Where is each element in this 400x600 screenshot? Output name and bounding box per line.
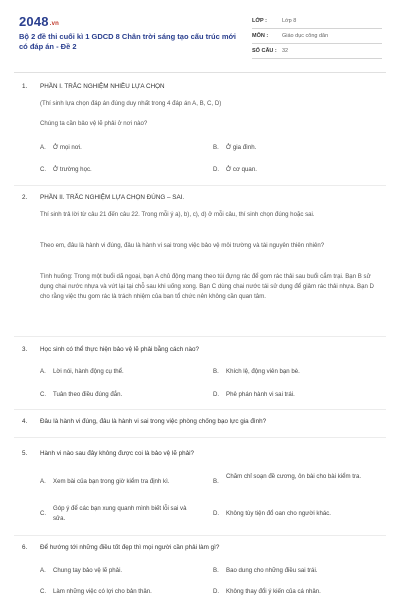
option-text: Chăm chỉ soạn đề cương, ôn bài cho bài kiểm tra. — [226, 473, 362, 480]
option-text: Ở cơ quan. — [226, 166, 257, 173]
section-heading: PHẦN I. TRẮC NGHIỆM NHIỀU LỰA CHỌN — [40, 83, 165, 90]
question-5 — [22, 449, 382, 460]
question-text: Hành vi nào sau đây không được coi là bảo vệ lẽ phải? — [40, 450, 194, 457]
question-text: Chúng ta cần bảo vệ lẽ phải ở nơi nào? — [40, 120, 148, 127]
option-text: Lời nói, hành động cụ thể. — [53, 368, 124, 375]
question-6 — [22, 543, 382, 554]
question-number: 2. — [22, 194, 28, 201]
option-text: Khích lệ, động viên bạn bè. — [226, 368, 300, 375]
question-4 — [22, 417, 382, 428]
option-letter: B. — [213, 478, 219, 485]
option-letter: B. — [213, 567, 219, 574]
question-text: Theo em, đâu là hành vi đúng, đâu là hành vi sai trong việc bảo vệ môi trường và tài nguyên thiên nhiên? — [40, 242, 325, 249]
question-number: 1. — [22, 83, 28, 90]
info-row-count — [252, 44, 382, 59]
question-3 — [22, 345, 382, 356]
site-logo[interactable] — [19, 14, 59, 29]
option-text: Góp ý để các bạn xung quanh mình biết lỗi sai và sửa. — [53, 505, 187, 522]
option-text: Làm những việc có lợi cho bản thân. — [53, 588, 152, 595]
option-letter: B. — [213, 368, 219, 375]
question-2 — [22, 193, 382, 204]
option-letter: C. — [40, 510, 47, 517]
question-divider — [14, 409, 386, 410]
option-letter: A. — [40, 368, 46, 375]
option-letter: B. — [213, 144, 219, 151]
option-text: Chung tay bảo vệ lẽ phải. — [53, 567, 123, 574]
option-text: Ở mọi nơi. — [53, 144, 82, 151]
logo-suffix: .vn — [49, 21, 60, 27]
scenario-text: Tình huống: Trong một buổi dã ngoại, bạn A chủ động mang theo túi đựng rác để gom rác thải sau buổi cắm trại. Bạn B sử dụng chai nước nhựa và vứt lại tại chỗ sau khi uống xong. Bạn C dùng chai nước tái sử dụng để giảm rác thải nhựa. Bạn D cho rằng việc thu gom rác là trách nhiệm của ban tổ chức nên không cần quan tâm. — [40, 273, 374, 300]
instruction-text: Thí sinh trả lời từ câu 21 đến câu 22. Trong mỗi ý a), b), c), d) ở mỗi câu, thí sinh chọn đúng hoặc sai. — [40, 211, 315, 218]
question-1 — [22, 82, 382, 93]
option-text: Xem bài của bạn trong giờ kiểm tra định kì. — [53, 478, 170, 485]
question-text: Đâu là hành vi đúng, đâu là hành vi sai trong việc phòng chống bạo lực gia đình? — [40, 418, 267, 425]
question-divider — [14, 185, 386, 186]
question-text: Học sinh có thể thực hiện bảo vệ lẽ phải bằng cách nào? — [40, 346, 199, 353]
question-text: Để hướng tới những điều tốt đẹp thì mọi người cần phải làm gì? — [40, 544, 220, 551]
info-row-subject — [252, 29, 382, 44]
option-letter: C. — [40, 166, 47, 173]
option-text: Phê phán hành vi sai trái. — [226, 391, 295, 398]
option-letter: C. — [40, 391, 47, 398]
option-letter: D. — [213, 391, 220, 398]
option-letter: D. — [213, 166, 220, 173]
info-label: MÔN : — [252, 33, 269, 39]
question-divider — [14, 336, 386, 337]
option-text: Ở trường học. — [53, 166, 92, 173]
info-value: 32 — [282, 48, 289, 54]
question-divider — [14, 437, 386, 438]
option-text: Không tùy tiện đổ oan cho người khác. — [226, 510, 331, 517]
option-letter: A. — [40, 144, 46, 151]
option-text: Ở gia đình. — [226, 144, 257, 151]
document-title: Bộ 2 đề thi cuối kì 1 GDCD 8 Chân trời sáng tạo cấu trúc mới có đáp án - Đề 2 — [19, 32, 236, 51]
logo-text: 2048 — [19, 14, 49, 29]
header-divider — [14, 72, 386, 73]
option-text: Không thay đổi ý kiến của cá nhân. — [226, 588, 321, 595]
info-row-class — [252, 14, 382, 29]
instruction-text: (Thí sinh lựa chọn đáp án đúng duy nhất trong 4 đáp án A, B, C, D) — [40, 100, 222, 107]
section-heading: PHẦN II. TRẮC NGHIỆM LỰA CHỌN ĐÚNG – SAI. — [40, 194, 185, 201]
question-number: 5. — [22, 450, 28, 457]
option-text: Bao dung cho những điều sai trái. — [226, 567, 318, 574]
info-value: Lớp 8 — [282, 18, 297, 24]
info-label: SỐ CÂU : — [252, 48, 277, 54]
question-divider — [14, 535, 386, 536]
info-value: Giáo dục công dân — [282, 33, 329, 39]
exam-info-panel — [252, 14, 382, 59]
info-label: LỚP : — [252, 18, 267, 24]
option-letter: D. — [213, 588, 220, 595]
option-letter: A. — [40, 567, 46, 574]
option-text: Tuân theo điều đúng đắn. — [53, 391, 123, 398]
option-letter: C. — [40, 588, 47, 595]
option-letter: D. — [213, 510, 220, 517]
question-number: 3. — [22, 346, 28, 353]
question-number: 4. — [22, 418, 28, 425]
question-number: 6. — [22, 544, 28, 551]
option-letter: A. — [40, 478, 46, 485]
